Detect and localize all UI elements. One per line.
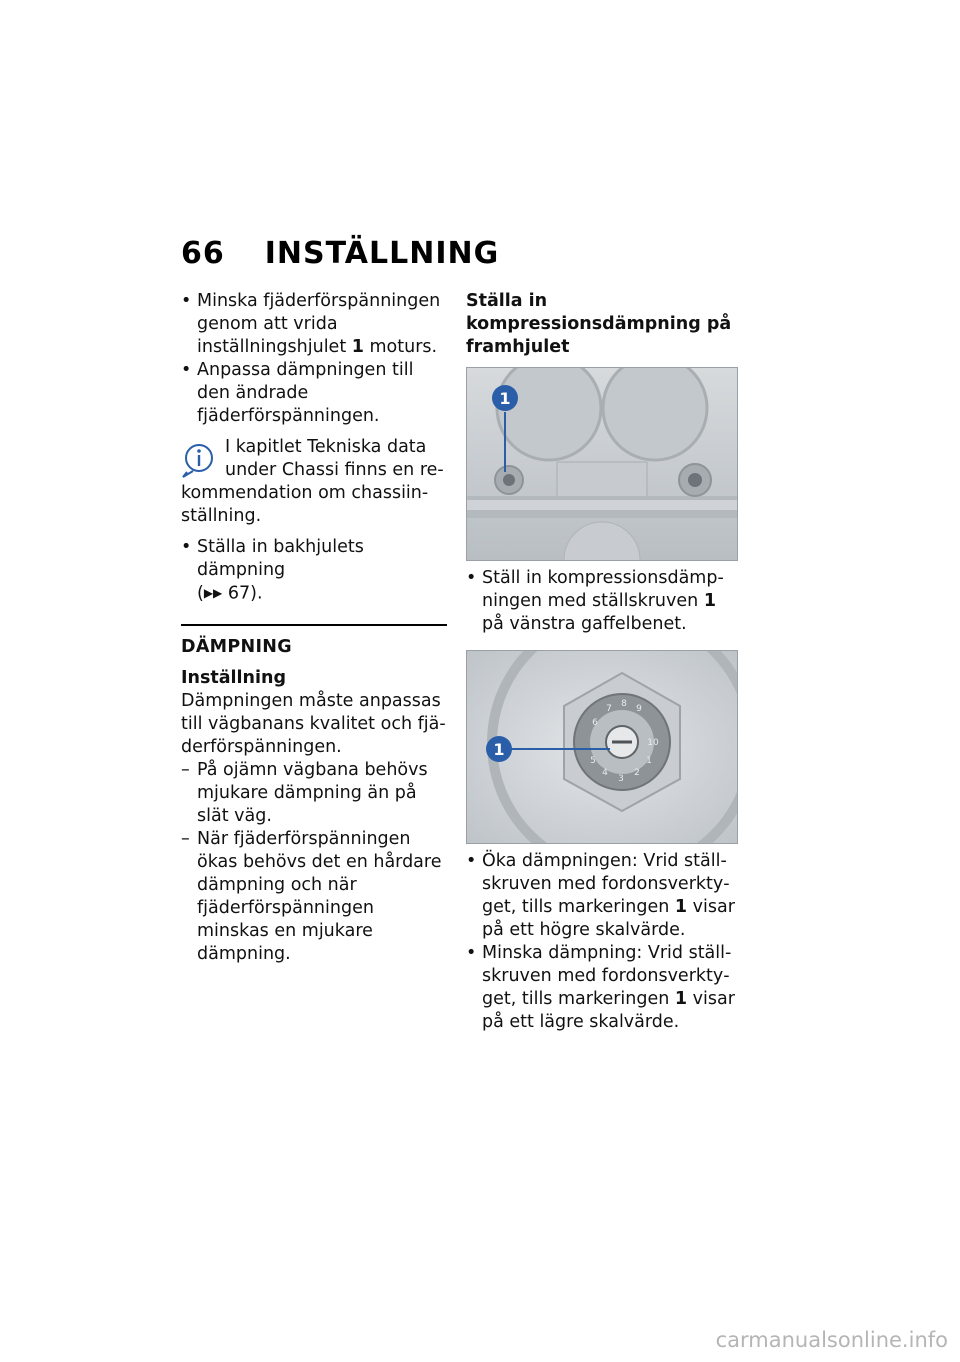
list-item: – När fjäderförspänningen ökas behövs det en hårdare dämpning och när fjäderförspänningen minskas en mjukare dämpning.: [181, 828, 442, 964]
info-icon: [181, 438, 219, 478]
list-item: – På ojämn vägbana behövs mjukare dämpning än på slät väg.: [181, 759, 428, 826]
adjuster-screw-photo: [466, 650, 738, 844]
dash-icon: –: [181, 828, 190, 849]
left-column: [181, 290, 447, 966]
page-number: 66: [181, 236, 225, 271]
bullet-icon: •: [181, 537, 192, 557]
procedure-heading: Ställa in kompressionsdämpning på framhjulet: [466, 291, 732, 357]
intro-paragraph: Dämpningen måste anpassas till vägbanans kvalitet och fjäderförspänningen.: [181, 690, 446, 757]
scale-mark: 3: [618, 774, 624, 784]
scale-mark: 6: [592, 718, 598, 728]
dash-icon: –: [181, 759, 190, 780]
watermark: carmanualsonline.info: [715, 1328, 948, 1352]
bullet-icon: •: [181, 360, 192, 380]
handlebar-photo: [466, 367, 738, 561]
list-item: • Öka dämpningen: Vrid ställskruven med fordonsverktyget, tills markeringen 1 visar på ett högre skalvärde.: [466, 851, 735, 940]
page-reference-arrow-icon: ▶▶: [203, 586, 223, 600]
list-item: • Minska dämpning: Vrid ställskruven med fordonsverktyget, tills markeringen 1 visar på ett lägre skalvärde.: [466, 943, 735, 1032]
scale-mark: 9: [636, 704, 642, 714]
page-header: [181, 236, 499, 271]
section-title: DÄMPNING: [181, 636, 292, 657]
scale-mark: 2: [634, 768, 640, 778]
bullet-icon: •: [466, 568, 477, 588]
bullet-icon: •: [181, 291, 192, 311]
scale-mark: 5: [590, 756, 596, 766]
note-text: I kapitlet Tekniska data under Chassi finns en rekommendation om chassiinställning.: [181, 437, 444, 526]
scale-mark: 4: [602, 768, 608, 778]
subsection-title: Inställning: [181, 667, 286, 688]
section-divider: [181, 624, 447, 626]
callout-1-fig1: 1: [499, 389, 511, 408]
list-item: • Minska fjäderförspänningen genom att vrida inställningshjulet 1 moturs.: [181, 291, 441, 357]
page-reference[interactable]: 67).: [222, 583, 263, 604]
callout-1-fig2: 1: [493, 740, 505, 759]
info-note: [181, 436, 447, 528]
list-item: • Anpassa dämpningen till den ändrade fjäderförspänningen.: [181, 360, 414, 426]
chapter-title: INSTÄLLNING: [264, 236, 500, 271]
list-item: • Ställ in kompressionsdämpningen med ställskruven 1 på vänstra gaffelbenet.: [466, 568, 724, 634]
scale-mark: 8: [621, 699, 627, 709]
right-column: [466, 290, 741, 1034]
list-item: • Ställa in bakhjulets dämpning (▶▶ 67).: [181, 537, 364, 604]
bullet-icon: •: [466, 851, 477, 871]
scale-mark: 7: [606, 704, 612, 714]
scale-mark: 10: [647, 738, 659, 748]
scale-mark: 1: [646, 756, 652, 766]
bullet-icon: •: [466, 943, 477, 963]
